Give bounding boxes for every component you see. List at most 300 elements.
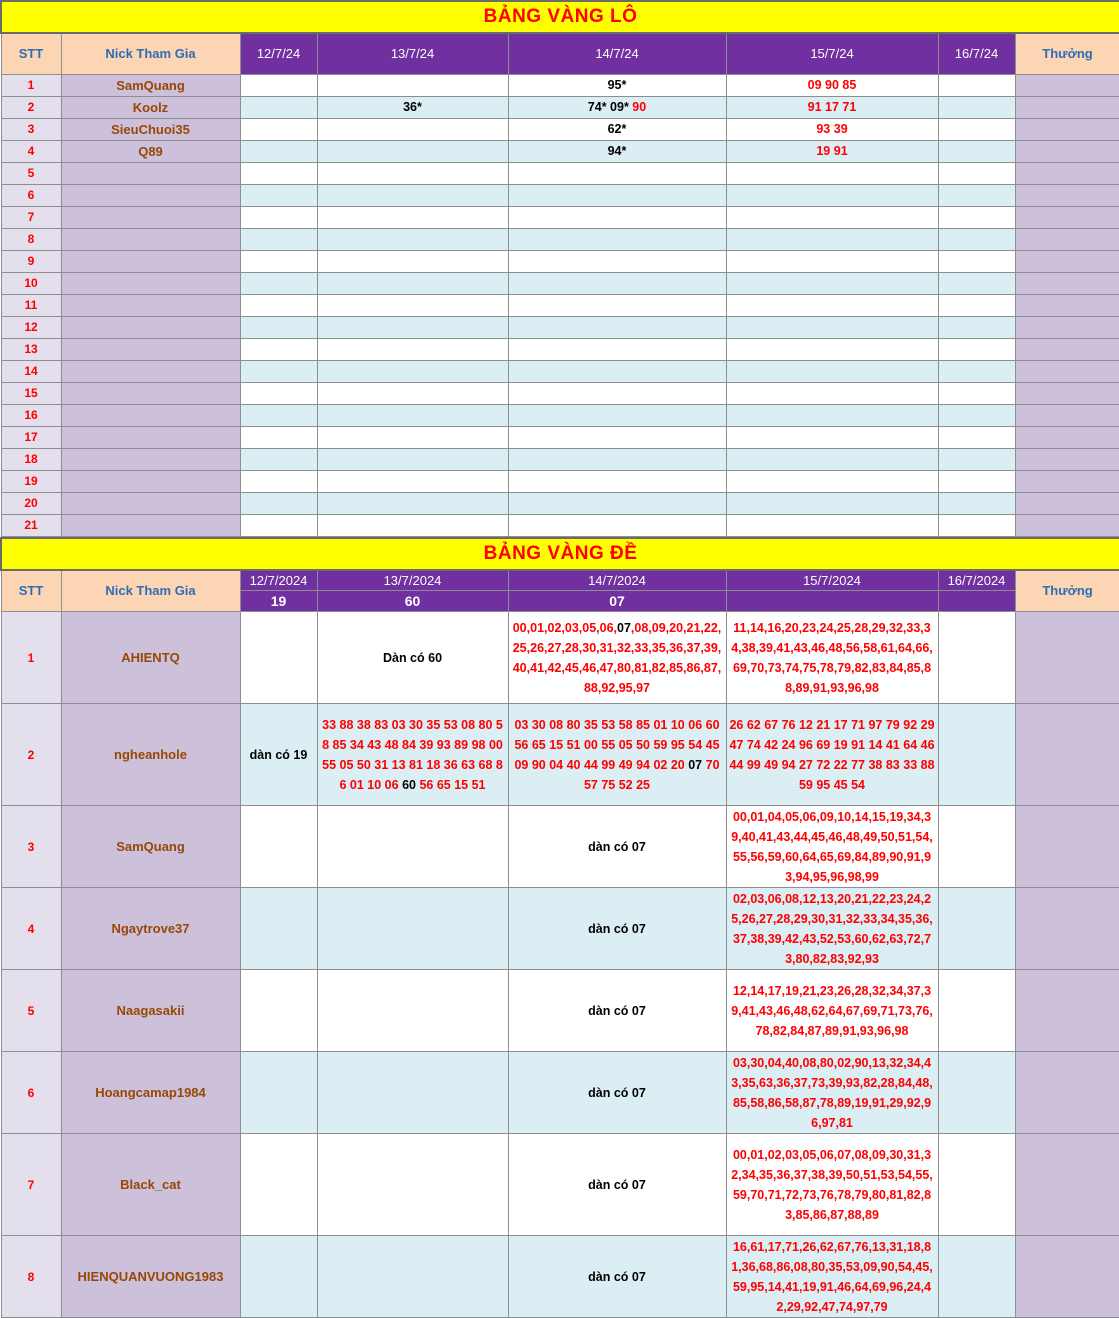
row-thuong (1015, 1052, 1119, 1134)
de-result-5 (938, 591, 1015, 612)
de-title: BẢNG VÀNG ĐỀ (1, 538, 1119, 570)
row-cell-date-1 (240, 806, 317, 888)
number-segment: 03,30,04,40,08,80,02,90,13,32,34,43,35,63,36,37,73,39,93,82,28,84,48,85,58,86,58,87,78,89,19,91,29,92,96,97,81 (731, 1055, 933, 1130)
table-row (1, 888, 1119, 970)
lo-header-stt: STT (1, 33, 61, 74)
cell-numbers (727, 807, 938, 887)
cell-numbers (509, 837, 726, 857)
row-cell-date-2 (317, 1052, 508, 1134)
de-result-2: 60 (317, 591, 508, 612)
row-cell-date-3 (508, 294, 726, 316)
table-row (1, 96, 1119, 118)
row-cell-date-1 (240, 426, 317, 448)
table-row (1, 1134, 1119, 1236)
row-cell-date-2 (317, 470, 508, 492)
table-row (1, 970, 1119, 1052)
cell-numbers (727, 119, 938, 139)
table-row (1, 118, 1119, 140)
row-cell-date-4 (726, 250, 938, 272)
de-result-3: 07 (508, 591, 726, 612)
row-cell-date-3 (508, 96, 726, 118)
row-cell-date-2 (317, 970, 508, 1052)
number-segment: 07 (688, 757, 703, 772)
row-thuong (1015, 382, 1119, 404)
row-cell-date-4 (726, 704, 938, 806)
row-cell-date-5 (938, 448, 1015, 470)
row-thuong (1015, 514, 1119, 536)
table-row (1, 206, 1119, 228)
row-nick: SamQuang (61, 74, 240, 96)
row-cell-date-4 (726, 184, 938, 206)
cell-numbers (727, 141, 938, 161)
lo-header-thuong: Thưởng (1015, 33, 1119, 74)
lo-header-date-3: 14/7/24 (508, 33, 726, 74)
number-segment: dàn có 07 (588, 921, 646, 936)
number-segment: 26 62 67 76 12 21 17 71 97 79 92 29 47 74 42 24 96 69 19 91 14 41 64 46 44 99 49 94 27 72 22 77 38 83 33 88 59 95 45 54 (729, 717, 935, 792)
row-cell-date-1 (240, 294, 317, 316)
row-cell-date-3 (508, 806, 726, 888)
row-cell-date-2 (317, 888, 508, 970)
row-cell-date-4 (726, 360, 938, 382)
row-cell-date-2 (317, 228, 508, 250)
row-thuong (1015, 294, 1119, 316)
row-thuong (1015, 272, 1119, 294)
table-row (1, 448, 1119, 470)
row-cell-date-4 (726, 206, 938, 228)
row-stt: 4 (1, 888, 61, 970)
de-body (1, 612, 1119, 1318)
row-cell-date-2 (317, 74, 508, 96)
row-nick (61, 250, 240, 272)
row-cell-date-3 (508, 316, 726, 338)
de-header-date-2: 13/7/2024 (317, 570, 508, 591)
row-cell-date-4 (726, 888, 938, 970)
row-cell-date-5 (938, 492, 1015, 514)
row-cell-date-1 (240, 338, 317, 360)
number-segment: dàn có 07 (588, 1269, 646, 1284)
row-cell-date-5 (938, 250, 1015, 272)
row-nick (61, 228, 240, 250)
row-nick (61, 272, 240, 294)
row-cell-date-1 (240, 96, 317, 118)
cell-numbers (509, 97, 726, 117)
table-row (1, 338, 1119, 360)
row-nick (61, 448, 240, 470)
row-stt: 14 (1, 360, 61, 382)
de-result-4 (726, 591, 938, 612)
row-cell-date-3 (508, 228, 726, 250)
row-stt: 3 (1, 118, 61, 140)
table-row (1, 272, 1119, 294)
table-row (1, 404, 1119, 426)
row-cell-date-4 (726, 448, 938, 470)
row-cell-date-3 (508, 206, 726, 228)
row-cell-date-3 (508, 184, 726, 206)
de-header-thuong: Thưởng (1015, 570, 1119, 612)
number-segment: 94* (607, 144, 627, 158)
row-nick: Black_cat (61, 1134, 240, 1236)
row-thuong (1015, 338, 1119, 360)
row-cell-date-3 (508, 888, 726, 970)
cell-numbers (727, 1053, 938, 1133)
row-cell-date-5 (938, 316, 1015, 338)
row-cell-date-4 (726, 970, 938, 1052)
row-thuong (1015, 360, 1119, 382)
row-cell-date-5 (938, 96, 1015, 118)
row-cell-date-3 (508, 1052, 726, 1134)
cell-numbers (509, 119, 726, 139)
row-cell-date-4 (726, 294, 938, 316)
cell-numbers (727, 889, 938, 969)
row-cell-date-3 (508, 250, 726, 272)
row-cell-date-2 (317, 704, 508, 806)
row-thuong (1015, 448, 1119, 470)
number-segment: 19 91 (816, 144, 848, 158)
row-stt: 4 (1, 140, 61, 162)
de-table (0, 537, 1119, 1318)
number-segment: 07 (617, 620, 631, 635)
row-cell-date-3 (508, 970, 726, 1052)
de-header-date-3: 14/7/2024 (508, 570, 726, 591)
row-nick: SieuChuoi35 (61, 118, 240, 140)
row-nick: HIENQUANVUONG1983 (61, 1236, 240, 1318)
cell-numbers (509, 1001, 726, 1021)
row-nick: Ngaytrove37 (61, 888, 240, 970)
row-stt: 8 (1, 1236, 61, 1318)
row-nick (61, 382, 240, 404)
number-segment: 90 (632, 100, 647, 114)
cell-numbers (727, 618, 938, 698)
row-cell-date-1 (240, 470, 317, 492)
table-row (1, 492, 1119, 514)
cell-numbers (727, 75, 938, 95)
row-stt: 1 (1, 612, 61, 704)
row-stt: 7 (1, 1134, 61, 1236)
row-cell-date-3 (508, 338, 726, 360)
lo-header-date-5: 16/7/24 (938, 33, 1015, 74)
row-cell-date-3 (508, 514, 726, 536)
row-cell-date-2 (317, 612, 508, 704)
row-cell-date-4 (726, 612, 938, 704)
number-segment: 33 88 38 83 03 30 35 53 08 80 58 85 34 43 48 84 39 93 89 98 00 55 05 50 31 13 81 18 36 63 68 86 01 10 06 (322, 717, 503, 792)
row-cell-date-3 (508, 492, 726, 514)
row-cell-date-1 (240, 492, 317, 514)
table-row (1, 514, 1119, 536)
row-thuong (1015, 96, 1119, 118)
row-cell-date-1 (240, 448, 317, 470)
number-segment: 60 (402, 777, 416, 792)
row-stt: 8 (1, 228, 61, 250)
lo-title: BẢNG VÀNG LÔ (1, 1, 1119, 33)
number-segment: 62* (607, 122, 627, 136)
row-cell-date-5 (938, 272, 1015, 294)
row-cell-date-5 (938, 228, 1015, 250)
row-stt: 17 (1, 426, 61, 448)
row-cell-date-5 (938, 74, 1015, 96)
row-nick: ngheanhole (61, 704, 240, 806)
table-row (1, 294, 1119, 316)
row-cell-date-5 (938, 426, 1015, 448)
row-thuong (1015, 316, 1119, 338)
row-cell-date-1 (240, 74, 317, 96)
row-cell-date-5 (938, 1236, 1015, 1318)
row-nick (61, 294, 240, 316)
cell-numbers (509, 715, 726, 795)
cell-numbers (727, 1237, 938, 1317)
table-row (1, 382, 1119, 404)
number-segment: dàn có 07 (588, 1085, 646, 1100)
row-cell-date-1 (240, 888, 317, 970)
row-cell-date-4 (726, 806, 938, 888)
number-segment: ,08,09,20,21,22,25,26,27,28,30,31,32,33,35,36,37,39,40,41,42,45,46,47,80,81,82,85,86,87,88,92,95,97 (512, 620, 722, 695)
table-row (1, 316, 1119, 338)
row-stt: 19 (1, 470, 61, 492)
lo-header-nick: Nick Tham Gia (61, 33, 240, 74)
row-nick: AHIENTQ (61, 612, 240, 704)
row-cell-date-2 (317, 338, 508, 360)
row-thuong (1015, 1236, 1119, 1318)
row-cell-date-1 (240, 184, 317, 206)
table-row (1, 1236, 1119, 1318)
row-cell-date-4 (726, 1134, 938, 1236)
row-cell-date-2 (317, 316, 508, 338)
row-cell-date-4 (726, 470, 938, 492)
row-cell-date-5 (938, 404, 1015, 426)
row-cell-date-2 (317, 162, 508, 184)
row-cell-date-3 (508, 404, 726, 426)
row-cell-date-1 (240, 228, 317, 250)
row-thuong (1015, 140, 1119, 162)
number-segment: 56 65 15 51 (415, 777, 486, 792)
table-row (1, 426, 1119, 448)
row-cell-date-2 (317, 250, 508, 272)
lo-header-date-2: 13/7/24 (317, 33, 508, 74)
row-cell-date-3 (508, 704, 726, 806)
row-cell-date-1 (240, 118, 317, 140)
row-cell-date-5 (938, 612, 1015, 704)
cell-numbers (318, 97, 508, 117)
row-cell-date-4 (726, 382, 938, 404)
number-segment: 12,14,17,19,21,23,26,28,32,34,37,39,41,43,46,48,62,64,67,69,71,73,76,78,82,84,87,89,91,93,96,98 (731, 983, 933, 1038)
row-cell-date-1 (240, 970, 317, 1052)
row-cell-date-5 (938, 806, 1015, 888)
row-cell-date-2 (317, 382, 508, 404)
row-cell-date-4 (726, 228, 938, 250)
row-cell-date-3 (508, 612, 726, 704)
row-stt: 16 (1, 404, 61, 426)
number-segment: 09 90 85 (807, 78, 857, 92)
row-cell-date-1 (240, 140, 317, 162)
row-thuong (1015, 184, 1119, 206)
row-cell-date-1 (240, 316, 317, 338)
number-segment: 74* 09* (587, 100, 633, 114)
row-cell-date-3 (508, 272, 726, 294)
number-segment: dàn có 19 (249, 747, 308, 762)
row-cell-date-3 (508, 426, 726, 448)
row-cell-date-1 (240, 162, 317, 184)
de-header-date-1: 12/7/2024 (240, 570, 317, 591)
cell-numbers (318, 648, 508, 668)
row-cell-date-3 (508, 140, 726, 162)
row-cell-date-1 (240, 272, 317, 294)
row-nick (61, 404, 240, 426)
de-header-stt: STT (1, 570, 61, 612)
cell-numbers (727, 981, 938, 1041)
number-segment: 16,61,17,71,26,62,67,76,13,31,18,81,36,68,86,08,80,35,53,09,90,54,45,59,95,14,41,19,91,46,64,69,96,24,42,29,92,47,74,97,79 (731, 1239, 933, 1314)
row-nick (61, 206, 240, 228)
row-cell-date-2 (317, 514, 508, 536)
row-thuong (1015, 806, 1119, 888)
row-thuong (1015, 970, 1119, 1052)
row-stt: 12 (1, 316, 61, 338)
row-thuong (1015, 492, 1119, 514)
row-cell-date-5 (938, 162, 1015, 184)
row-stt: 13 (1, 338, 61, 360)
row-cell-date-4 (726, 1236, 938, 1318)
row-nick: Hoangcamap1984 (61, 1052, 240, 1134)
row-nick (61, 360, 240, 382)
number-segment: 11,14,16,20,23,24,25,28,29,32,33,34,38,39,41,43,46,48,56,58,61,64,66,69,70,73,74,75,78,79,82,83,84,85,88,89,91,93,96,98 (731, 620, 933, 695)
row-cell-date-3 (508, 74, 726, 96)
row-nick (61, 470, 240, 492)
row-cell-date-2 (317, 1134, 508, 1236)
row-thuong (1015, 228, 1119, 250)
table-row (1, 704, 1119, 806)
cell-numbers (509, 75, 726, 95)
row-cell-date-1 (240, 360, 317, 382)
row-cell-date-5 (938, 294, 1015, 316)
row-stt: 5 (1, 970, 61, 1052)
row-cell-date-3 (508, 470, 726, 492)
row-cell-date-2 (317, 448, 508, 470)
cell-numbers (727, 97, 938, 117)
row-nick: Koolz (61, 96, 240, 118)
row-cell-date-1 (240, 1236, 317, 1318)
row-cell-date-3 (508, 448, 726, 470)
number-segment: 00,01,04,05,06,09,10,14,15,19,34,39,40,41,43,44,45,46,48,49,50,51,54,55,56,59,60,64,65,69,84,89,90,91,93,94,95,96,98,99 (731, 809, 933, 884)
cell-numbers (509, 618, 726, 698)
de-header-nick: Nick Tham Gia (61, 570, 240, 612)
row-cell-date-5 (938, 184, 1015, 206)
row-thuong (1015, 250, 1119, 272)
row-cell-date-2 (317, 140, 508, 162)
row-thuong (1015, 404, 1119, 426)
cell-numbers (318, 715, 508, 795)
row-cell-date-5 (938, 1052, 1015, 1134)
number-segment: 91 17 71 (807, 100, 857, 114)
number-segment: 02,03,06,08,12,13,20,21,22,23,24,25,26,27,28,29,30,31,32,33,34,35,36,37,38,39,42,43,52,53,60,62,63,72,73,80,82,83,92,93 (731, 891, 933, 966)
number-segment: 70 57 75 52 25 (583, 757, 720, 792)
row-cell-date-4 (726, 426, 938, 448)
cell-numbers (509, 1083, 726, 1103)
table-row (1, 162, 1119, 184)
row-stt: 2 (1, 704, 61, 806)
row-cell-date-2 (317, 806, 508, 888)
row-cell-date-5 (938, 470, 1015, 492)
number-segment: 93 39 (816, 122, 848, 136)
cell-numbers (509, 1175, 726, 1195)
number-segment: 00,01,02,03,05,06, (512, 620, 617, 635)
row-cell-date-2 (317, 492, 508, 514)
number-segment: Dàn có 60 (382, 650, 443, 665)
row-stt: 3 (1, 806, 61, 888)
row-cell-date-2 (317, 360, 508, 382)
row-cell-date-4 (726, 74, 938, 96)
de-result-1: 19 (240, 591, 317, 612)
row-thuong (1015, 1134, 1119, 1236)
number-segment: dàn có 07 (588, 839, 646, 854)
row-nick: Naagasakii (61, 970, 240, 1052)
row-cell-date-3 (508, 162, 726, 184)
row-thuong (1015, 704, 1119, 806)
row-nick: Q89 (61, 140, 240, 162)
row-cell-date-5 (938, 514, 1015, 536)
row-cell-date-4 (726, 338, 938, 360)
row-cell-date-3 (508, 1236, 726, 1318)
row-cell-date-4 (726, 118, 938, 140)
row-cell-date-2 (317, 206, 508, 228)
row-cell-date-3 (508, 1134, 726, 1236)
row-stt: 15 (1, 382, 61, 404)
row-nick (61, 162, 240, 184)
table-row (1, 470, 1119, 492)
row-cell-date-5 (938, 338, 1015, 360)
row-cell-date-2 (317, 1236, 508, 1318)
table-row (1, 250, 1119, 272)
row-stt: 18 (1, 448, 61, 470)
row-cell-date-4 (726, 316, 938, 338)
row-cell-date-1 (240, 514, 317, 536)
number-segment: dàn có 07 (588, 1177, 646, 1192)
row-cell-date-5 (938, 360, 1015, 382)
row-cell-date-1 (240, 250, 317, 272)
lo-table (0, 0, 1119, 537)
row-cell-date-1 (240, 1052, 317, 1134)
row-cell-date-2 (317, 118, 508, 140)
number-segment: 95* (607, 78, 627, 92)
row-nick (61, 338, 240, 360)
row-thuong (1015, 162, 1119, 184)
table-row (1, 806, 1119, 888)
row-cell-date-5 (938, 888, 1015, 970)
row-thuong (1015, 470, 1119, 492)
row-stt: 11 (1, 294, 61, 316)
cell-numbers (727, 1145, 938, 1225)
table-row (1, 184, 1119, 206)
table-row (1, 74, 1119, 96)
row-stt: 7 (1, 206, 61, 228)
table-row (1, 612, 1119, 704)
lo-header-date-4: 15/7/24 (726, 33, 938, 74)
row-nick (61, 514, 240, 536)
lo-body (1, 74, 1119, 536)
row-thuong (1015, 426, 1119, 448)
row-cell-date-4 (726, 96, 938, 118)
row-cell-date-2 (317, 184, 508, 206)
row-cell-date-1 (240, 206, 317, 228)
row-cell-date-4 (726, 162, 938, 184)
row-nick (61, 492, 240, 514)
row-cell-date-1 (240, 382, 317, 404)
row-stt: 20 (1, 492, 61, 514)
row-cell-date-4 (726, 514, 938, 536)
table-row (1, 360, 1119, 382)
row-cell-date-1 (240, 404, 317, 426)
row-cell-date-5 (938, 140, 1015, 162)
row-cell-date-3 (508, 118, 726, 140)
row-cell-date-1 (240, 1134, 317, 1236)
row-cell-date-3 (508, 360, 726, 382)
